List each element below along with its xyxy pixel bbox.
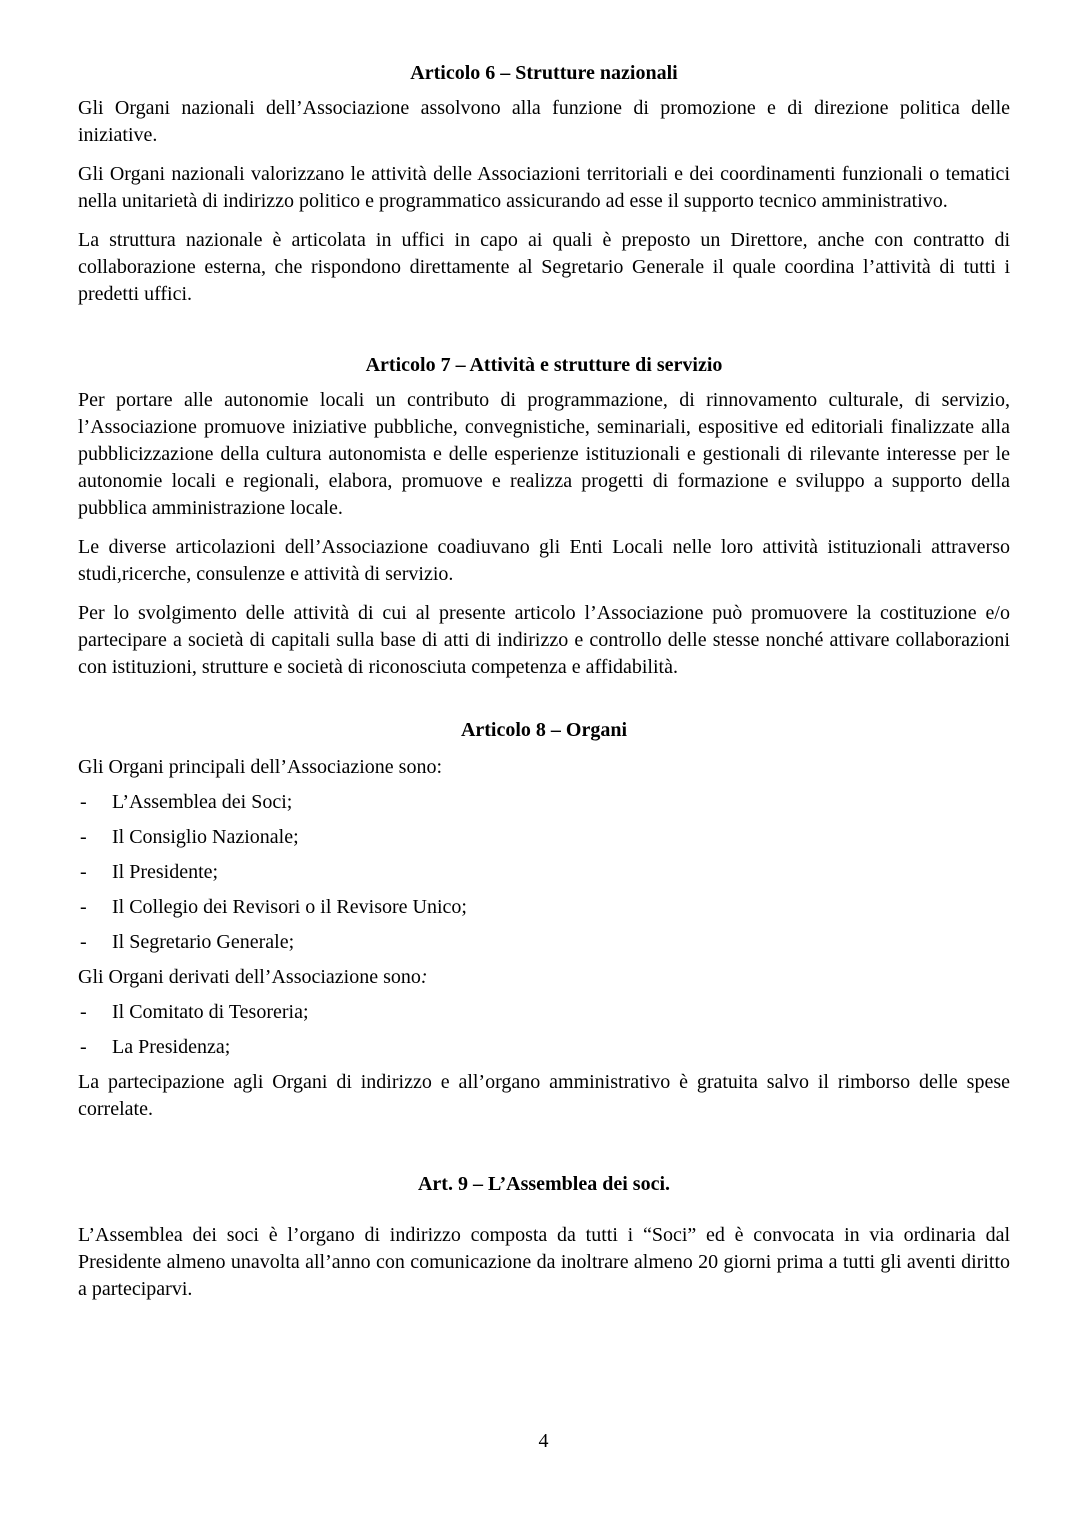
article-7-section	[78, 352, 1010, 681]
article-8-heading: Articolo 8 – Organi	[460, 719, 628, 741]
article-9-heading: Art. 9 – L’Assemblea dei soci.	[417, 1173, 671, 1195]
article-9-section	[78, 1171, 1010, 1303]
dash-marker: -	[80, 791, 87, 813]
organi-principali-list	[78, 789, 1010, 956]
list-item	[78, 929, 1010, 956]
dash-marker: -	[80, 861, 87, 883]
article-6-paragraph-2: Gli Organi nazionali valorizzano le attività delle Associazioni territoriali e dei coordinamenti funzionali o tematici nella unitarietà di indirizzo politico e programmatico assicurando ad esse il supporto tecnico amministrativo.	[78, 163, 1010, 212]
article-7-paragraph-1: Per portare alle autonomie locali un contributo di programmazione, di rinnovamento culturale, di servizio, l’Associazione promuove iniziative pubbliche, convegnistiche, seminariali, espositive ed editoriali finalizzate alla pubblicizzazione della cultura autonomista e delle esperienze istituzionali e gestionali di rilevante interesse per le autonomie locali e regionali, elabora, promuove e realizza progetti di formazione e sviluppo a supporto della pubblica amministrazione locale.	[78, 389, 1010, 519]
list-item	[78, 1034, 1010, 1061]
list-item	[78, 894, 1010, 921]
dash-marker: -	[80, 1001, 87, 1023]
dash-marker: -	[80, 826, 87, 848]
article-6-paragraph-3: La struttura nazionale è articolata in uffici in capo ai quali è preposto un Direttore, anche con contratto di collaborazione esterna, che rispondono direttamente al Segretario Generale il quale coordina l’attività di tutti i predetti uffici.	[78, 229, 1010, 305]
organi-principali-intro: Gli Organi principali dell’Associazione sono:	[78, 756, 442, 778]
organi-derivati-intro-text: Gli Organi derivati dell’Associazione sono	[78, 966, 421, 988]
article-8-section	[78, 717, 1010, 1123]
organi-derivati-intro-colon: :	[420, 966, 428, 988]
organi-derivati-list	[78, 999, 1010, 1061]
organi-derivati-intro	[78, 964, 1010, 991]
article-7-paragraph-2: Le diverse articolazioni dell’Associazione coadiuvano gli Enti Locali nelle loro attività istituzionali attraverso studi,ricerche, consulenze e attività di servizio.	[78, 536, 1010, 585]
list-item	[78, 999, 1010, 1026]
list-item	[78, 824, 1010, 851]
dash-marker: -	[80, 931, 87, 953]
article-9-paragraph-1: L’Assemblea dei soci è l’organo di indirizzo composta da tutti i “Soci” ed è convocata in via ordinaria dal Presidente almeno unavolta all’anno con comunicazione da inoltrare almeno 20 giorni prima a tutti gli aventi diritto a parteciparvi.	[78, 1224, 1010, 1300]
list-item-label: Il Collegio dei Revisori o il Revisore Unico;	[112, 896, 467, 918]
dash-marker: -	[80, 1036, 87, 1058]
article-7-heading: Articolo 7 – Attività e strutture di servizio	[365, 354, 723, 376]
article-6-section	[78, 60, 1010, 308]
list-item-label: Il Consiglio Nazionale;	[112, 826, 299, 848]
list-item-label: Il Presidente;	[112, 861, 219, 883]
list-item	[78, 789, 1010, 816]
article-6-heading: Articolo 6 – Strutture nazionali	[410, 62, 678, 84]
list-item-label: Il Segretario Generale;	[112, 931, 295, 953]
page-number: 4	[538, 1430, 549, 1452]
article-7-paragraph-3: Per lo svolgimento delle attività di cui al presente articolo l’Associazione può promuovere la costituzione e/o partecipare a società di capitali sulla base di atti di indirizzo e controllo delle stesse nonché attivare collaborazioni con istituzioni, strutture e società di riconosciuta competenza e affidabilità.	[78, 602, 1010, 678]
article-8-paragraph-1: La partecipazione agli Organi di indirizzo e all’organo amministrativo è gratuita salvo il rimborso delle spese correlate.	[78, 1071, 1010, 1120]
list-item-label: Il Comitato di Tesoreria;	[112, 1001, 309, 1023]
dash-marker: -	[80, 896, 87, 918]
list-item-label: L’Assemblea dei Soci;	[112, 791, 293, 813]
list-item	[78, 859, 1010, 886]
list-item-label: La Presidenza;	[112, 1036, 231, 1058]
article-6-paragraph-1: Gli Organi nazionali dell’Associazione assolvono alla funzione di promozione e di direzione politica delle iniziative.	[78, 97, 1010, 146]
